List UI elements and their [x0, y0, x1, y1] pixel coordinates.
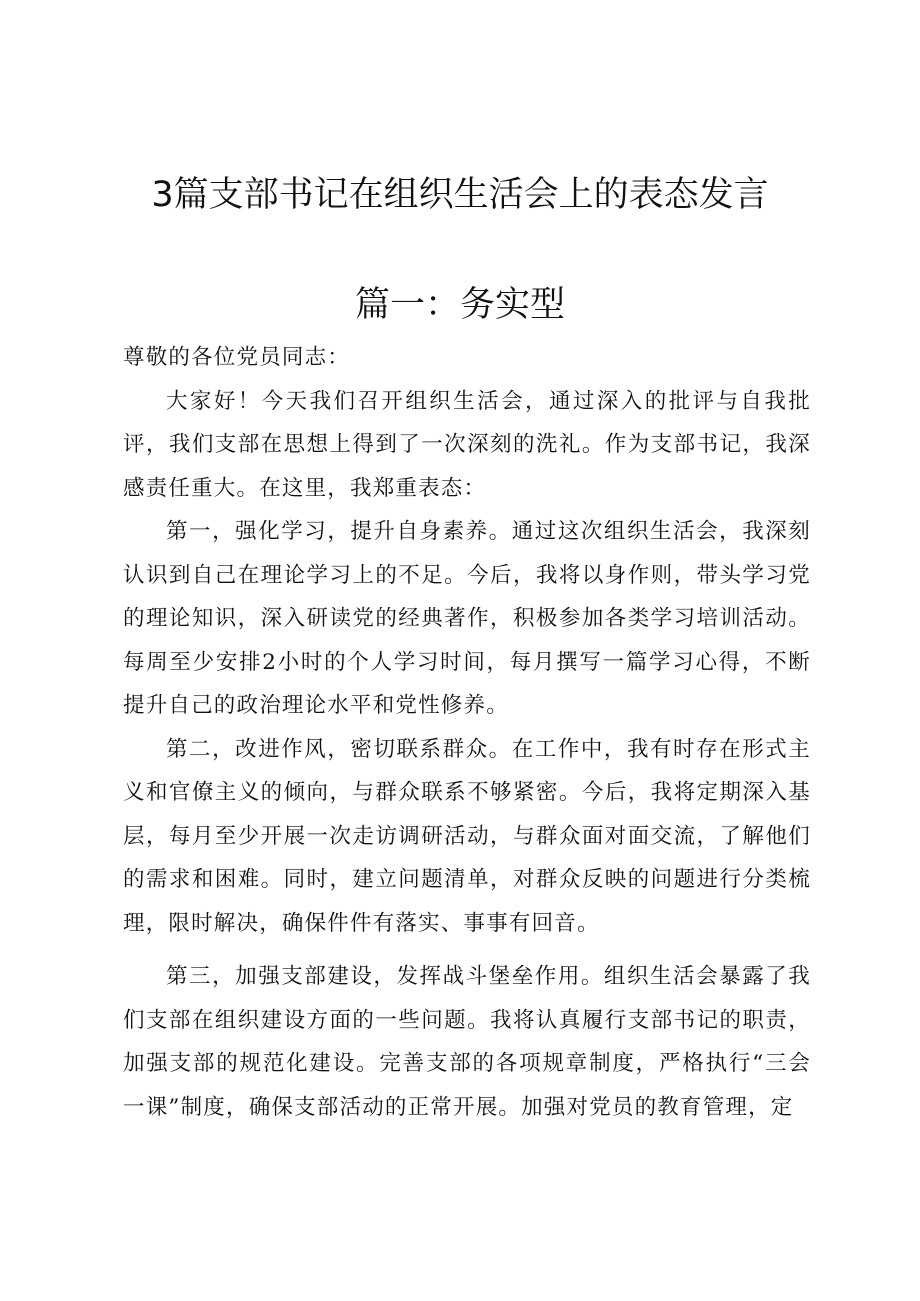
paragraph-greeting: 大家好！今天我们召开组织生活会，通过深入的批评与自我批评，我们支部在思想上得到了一次深刻的洗礼。作为支部书记，我深感责任重大。在这里，我郑重表态：: [123, 388, 811, 501]
salutation: 尊敬的各位党员同志：: [123, 345, 351, 370]
section-title: 篇一：务实型: [354, 285, 565, 325]
paragraph-first-point: 第一，强化学习，提升自身素养。通过这次组织生活会，我深刻认识到自己在理论学习上的不足。今后，我将以身作则，带头学习党的理论知识，深入研读党的经典著作，积极参加各类学习培训活动。每周至少安排2小时的个人学习时间，每月撰写一篇学习心得，不断提升自己的政治理论水平和党性修养。: [123, 519, 811, 718]
paragraph-second-point: 第二，改进作风，密切联系群众。在工作中，我有时存在形式主义和官僚主义的倾向，与群众联系不够紧密。今后，我将定期深入基层，每月至少开展一次走访调研活动，与群众面对面交流，了解他们的需求和困难。同时，建立问题清单，对群众反映的问题进行分类梳理，限时解决，确保件件有落实、事事有回音。: [123, 736, 811, 936]
paragraph-third-point: 第三，加强支部建设，发挥战斗堡垒作用。组织生活会暴露了我们支部在组织建设方面的一些问题。我将认真履行支部书记的职责，加强支部的规范化建设。完善支部的各项规章制度，严格执行“三会一课”制度，确保支部活动的正常开展。加强对党员的教育管理，定: [123, 964, 811, 1120]
document-title: 3篇支部书记在组织生活会上的表态发言: [151, 175, 769, 215]
document-body: [123, 336, 811, 1129]
